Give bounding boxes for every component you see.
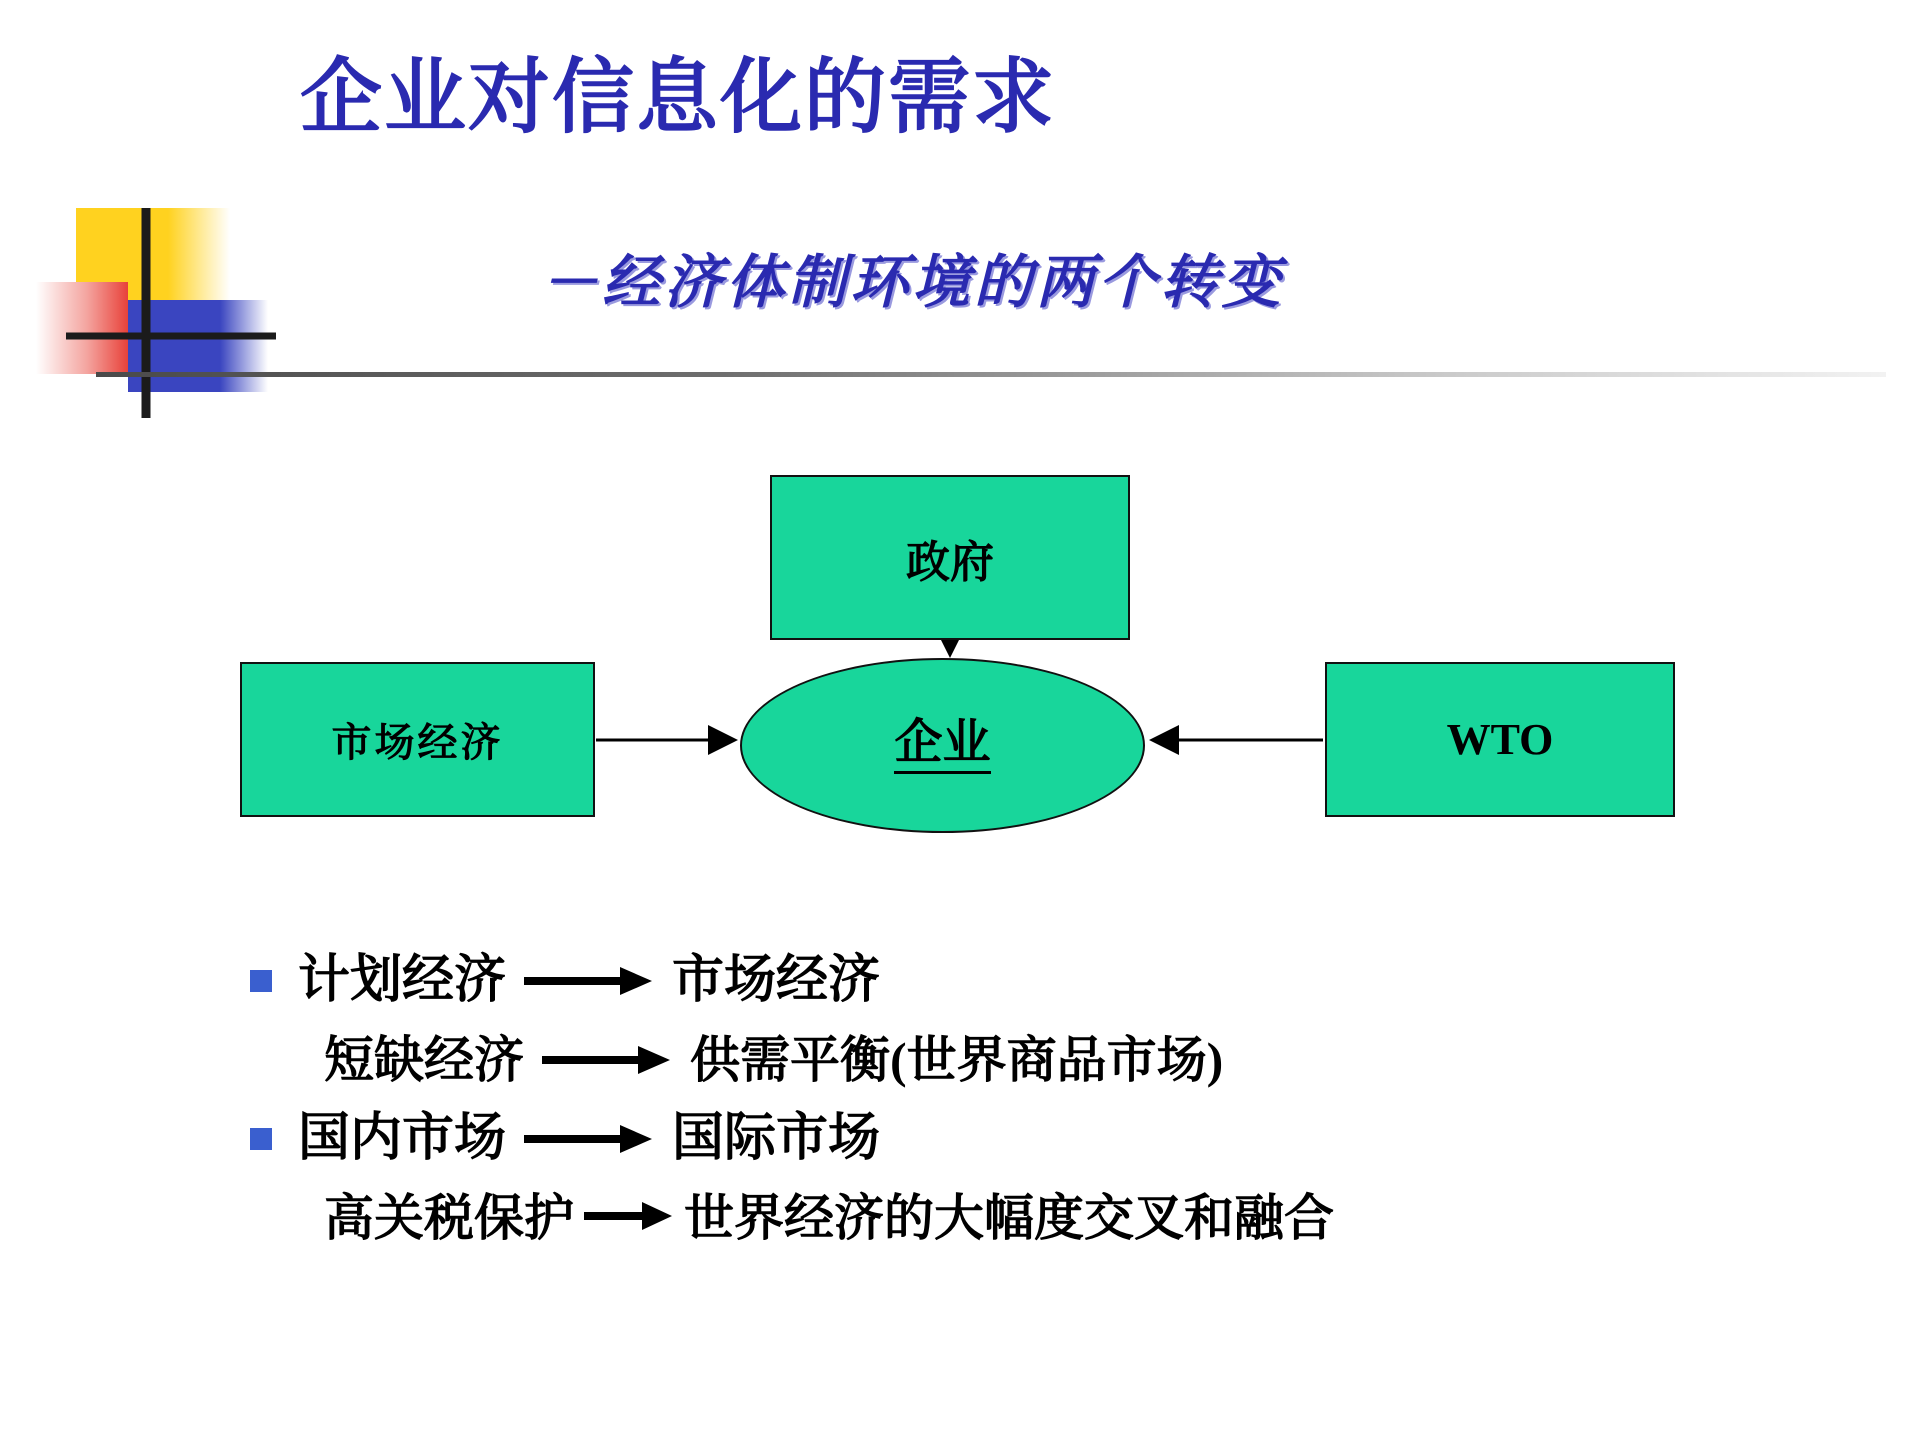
arrow-right-icon — [524, 961, 654, 1001]
arrow-right-icon — [524, 1119, 654, 1159]
list-item — [250, 1032, 1920, 1088]
diagram-node-government[interactable] — [770, 475, 1130, 640]
arrow-right-icon — [584, 1198, 674, 1238]
page-subtitle: －经济体制环境的两个转变 — [540, 250, 1285, 315]
bullet-list — [250, 952, 1920, 1246]
bullet-square-icon — [250, 1128, 272, 1150]
bullet-indent-spacer — [276, 1049, 298, 1071]
diagram-node-enterprise[interactable] — [740, 658, 1145, 833]
decorative-logo — [36, 208, 276, 428]
bullet-from-text: 短缺经济 — [324, 1032, 524, 1088]
relationship-diagram — [0, 440, 1920, 910]
bullet-from-text: 高关税保护 — [324, 1190, 574, 1246]
bullet-from-text: 计划经济 — [298, 952, 507, 1009]
node-label: 政府 — [906, 537, 994, 587]
node-label: 企业 — [894, 717, 990, 775]
bullet-to-text: 市场经济 — [672, 952, 881, 1009]
bullet-from-text: 国内市场 — [298, 1110, 507, 1167]
list-item — [250, 1110, 1920, 1167]
diagram-node-market-economy[interactable] — [240, 662, 595, 817]
arrow-right-icon — [542, 1040, 672, 1080]
page-title: 企业对信息化的需求 — [300, 52, 1057, 143]
list-item — [250, 952, 1920, 1009]
node-label: 市场经济 — [331, 720, 504, 765]
bullet-indent-spacer — [276, 1207, 298, 1229]
bullet-square-icon — [250, 970, 272, 992]
list-item — [250, 1190, 1920, 1246]
bullet-to-text: 国际市场 — [672, 1110, 881, 1167]
diagram-node-wto[interactable] — [1325, 662, 1675, 817]
bullet-to-text: 世界经济的大幅度交叉和融合 — [684, 1190, 1334, 1246]
bullet-to-text: 供需平衡(世界商品市场) — [690, 1032, 1224, 1088]
node-label: WTO — [1446, 715, 1554, 764]
header-divider — [96, 372, 1886, 377]
